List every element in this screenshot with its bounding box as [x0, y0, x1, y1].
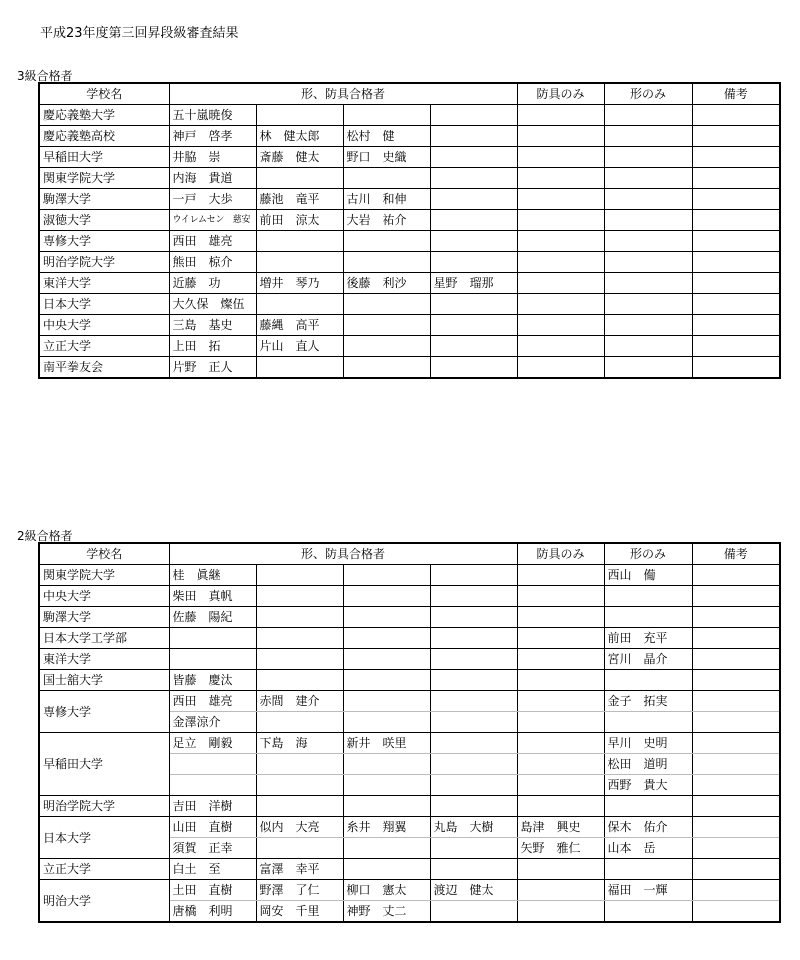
- table-row: [39, 336, 780, 357]
- page-title: 平成23年度第三回昇段級審査結果: [40, 26, 239, 41]
- kata-only-name: [604, 336, 692, 357]
- passer-name: [430, 294, 517, 315]
- passer-name: [430, 168, 517, 189]
- passer-name: 足立 剛毅: [169, 733, 256, 754]
- school-name: 明治大学: [39, 880, 169, 923]
- passer-name: [256, 838, 343, 859]
- kata-only-name: [604, 796, 692, 817]
- passer-name: [430, 607, 517, 628]
- notes-cell: [692, 273, 780, 294]
- passer-name: [343, 168, 430, 189]
- results-table-3kyu: [38, 82, 781, 379]
- notes-cell: [692, 628, 780, 649]
- table-row: [39, 586, 780, 607]
- table-row: [39, 105, 780, 126]
- kata-only-name: 福田 一輝: [604, 880, 692, 901]
- header-kata-only: 形のみ: [604, 543, 692, 565]
- notes-cell: [692, 294, 780, 315]
- table-row: [39, 691, 780, 712]
- passer-name: [343, 336, 430, 357]
- passer-name: 丸島 大樹: [430, 817, 517, 838]
- bogu-only-name: [517, 126, 604, 147]
- passer-name: 西田 雄亮: [169, 691, 256, 712]
- passer-name: [430, 147, 517, 168]
- bogu-only-name: [517, 105, 604, 126]
- passer-name: [256, 607, 343, 628]
- kata-only-name: [604, 147, 692, 168]
- passer-name: 佐藤 陽紀: [169, 607, 256, 628]
- passer-name: 松村 健: [343, 126, 430, 147]
- passer-name: [256, 252, 343, 273]
- kata-only-name: [604, 252, 692, 273]
- kata-only-name: 松田 道明: [604, 754, 692, 775]
- passer-name: [430, 357, 517, 379]
- passer-name: 前田 涼太: [256, 210, 343, 231]
- school-name: 明治学院大学: [39, 252, 169, 273]
- passer-name: 藤縄 高平: [256, 315, 343, 336]
- passer-name: [169, 628, 256, 649]
- passer-name: [256, 796, 343, 817]
- header-kata-bogu: 形、防具合格者: [169, 83, 517, 105]
- passer-name: [430, 252, 517, 273]
- passer-name: [430, 733, 517, 754]
- passer-name: 西田 雄亮: [169, 231, 256, 252]
- kata-only-name: 金子 拓実: [604, 691, 692, 712]
- table-row: [39, 880, 780, 901]
- section-2kyu-heading: 2級合格者: [17, 529, 73, 543]
- passer-name: 柴田 真帆: [169, 586, 256, 607]
- notes-cell: [692, 775, 780, 796]
- school-name: 中央大学: [39, 315, 169, 336]
- passer-name: [343, 586, 430, 607]
- bogu-only-name: [517, 670, 604, 691]
- passer-name: 後藤 利沙: [343, 273, 430, 294]
- kata-only-name: [604, 357, 692, 379]
- passer-name: [343, 607, 430, 628]
- passer-name: 神戸 啓孝: [169, 126, 256, 147]
- notes-cell: [692, 817, 780, 838]
- passer-name: 土田 直樹: [169, 880, 256, 901]
- notes-cell: [692, 336, 780, 357]
- table-row: [39, 147, 780, 168]
- table-row: [39, 168, 780, 189]
- passer-name: 糸井 翔翼: [343, 817, 430, 838]
- school-name: 慶応義塾高校: [39, 126, 169, 147]
- passer-name: [343, 315, 430, 336]
- school-name: 南平拳友会: [39, 357, 169, 379]
- passer-name: [343, 775, 430, 796]
- notes-cell: [692, 565, 780, 586]
- bogu-only-name: [517, 357, 604, 379]
- bogu-only-name: [517, 733, 604, 754]
- header-notes: 備考: [692, 83, 780, 105]
- kata-only-name: 保木 佑介: [604, 817, 692, 838]
- table-row: [39, 315, 780, 336]
- passer-name: [343, 252, 430, 273]
- school-name: 立正大学: [39, 336, 169, 357]
- passer-name: [430, 838, 517, 859]
- passer-name: 新井 咲里: [343, 733, 430, 754]
- kata-only-name: [604, 901, 692, 923]
- table-row: [39, 649, 780, 670]
- notes-cell: [692, 586, 780, 607]
- table-row: [39, 273, 780, 294]
- kata-only-name: [604, 294, 692, 315]
- table-row: [39, 565, 780, 586]
- school-name: 国士舘大学: [39, 670, 169, 691]
- passer-name: 金澤涼介: [169, 712, 256, 733]
- passer-name: [430, 796, 517, 817]
- school-name: 駒澤大学: [39, 189, 169, 210]
- passer-name: [256, 168, 343, 189]
- passer-name: [343, 754, 430, 775]
- passer-name: [430, 565, 517, 586]
- passer-name: 白土 至: [169, 859, 256, 880]
- passer-name: 近藤 功: [169, 273, 256, 294]
- kata-only-name: [604, 105, 692, 126]
- passer-name: 大岩 祐介: [343, 210, 430, 231]
- passer-name: [343, 838, 430, 859]
- bogu-only-name: [517, 859, 604, 880]
- kata-only-name: [604, 273, 692, 294]
- school-name: 早稲田大学: [39, 733, 169, 796]
- passer-name: [343, 357, 430, 379]
- passer-name: [343, 565, 430, 586]
- passer-name: [256, 565, 343, 586]
- notes-cell: [692, 670, 780, 691]
- header-kata-bogu: 形、防具合格者: [169, 543, 517, 565]
- passer-name: 下島 海: [256, 733, 343, 754]
- table-row: [39, 796, 780, 817]
- passer-name: [430, 126, 517, 147]
- bogu-only-name: [517, 231, 604, 252]
- passer-name: 岡安 千里: [256, 901, 343, 923]
- bogu-only-name: [517, 901, 604, 923]
- school-name: 立正大学: [39, 859, 169, 880]
- notes-cell: [692, 838, 780, 859]
- notes-cell: [692, 147, 780, 168]
- kata-only-name: [604, 315, 692, 336]
- passer-name: [430, 210, 517, 231]
- passer-name: 三島 基史: [169, 315, 256, 336]
- passer-name: [256, 586, 343, 607]
- bogu-only-name: [517, 880, 604, 901]
- passer-name: [430, 859, 517, 880]
- kata-only-name: 山本 岳: [604, 838, 692, 859]
- passer-name: [343, 649, 430, 670]
- table-row: [39, 607, 780, 628]
- bogu-only-name: [517, 168, 604, 189]
- results-table-2kyu: [38, 542, 781, 923]
- notes-cell: [692, 712, 780, 733]
- passer-name: [430, 901, 517, 923]
- passer-name: [169, 649, 256, 670]
- passer-name: [256, 649, 343, 670]
- passer-name: 林 健太郎: [256, 126, 343, 147]
- passer-name: ウイレムセン 慈安: [169, 210, 256, 231]
- notes-cell: [692, 231, 780, 252]
- notes-cell: [692, 315, 780, 336]
- passer-name: 内海 貴道: [169, 168, 256, 189]
- kata-only-name: [604, 231, 692, 252]
- bogu-only-name: [517, 691, 604, 712]
- bogu-only-name: [517, 586, 604, 607]
- table-row: [39, 126, 780, 147]
- bogu-only-name: [517, 607, 604, 628]
- passer-name: [343, 691, 430, 712]
- bogu-only-name: [517, 336, 604, 357]
- passer-name: [430, 315, 517, 336]
- kata-only-name: [604, 210, 692, 231]
- bogu-only-name: [517, 315, 604, 336]
- bogu-only-name: [517, 712, 604, 733]
- kata-only-name: [604, 189, 692, 210]
- table-row: [39, 733, 780, 754]
- passer-name: [256, 712, 343, 733]
- notes-cell: [692, 691, 780, 712]
- school-name: 東洋大学: [39, 273, 169, 294]
- passer-name: 上田 拓: [169, 336, 256, 357]
- passer-name: 野口 史織: [343, 147, 430, 168]
- passer-name: 古川 和伸: [343, 189, 430, 210]
- passer-name: [430, 231, 517, 252]
- header-row: [39, 83, 780, 105]
- bogu-only-name: [517, 628, 604, 649]
- header-school: 学校名: [39, 543, 169, 565]
- passer-name: [430, 754, 517, 775]
- kata-only-name: 西野 貴大: [604, 775, 692, 796]
- table-row: [39, 357, 780, 379]
- kata-only-name: [604, 712, 692, 733]
- table-row: [39, 189, 780, 210]
- notes-cell: [692, 880, 780, 901]
- notes-cell: [692, 210, 780, 231]
- bogu-only-name: [517, 754, 604, 775]
- school-name: 日本大学: [39, 294, 169, 315]
- passer-name: [343, 294, 430, 315]
- kata-only-name: 西山 僃: [604, 565, 692, 586]
- passer-name: 似内 大亮: [256, 817, 343, 838]
- passer-name: 桂 眞継: [169, 565, 256, 586]
- passer-name: [256, 105, 343, 126]
- passer-name: [256, 628, 343, 649]
- notes-cell: [692, 607, 780, 628]
- table-row: [39, 817, 780, 838]
- passer-name: [256, 775, 343, 796]
- passer-name: 大久保 燦伍: [169, 294, 256, 315]
- passer-name: 熊田 椋介: [169, 252, 256, 273]
- passer-name: [430, 189, 517, 210]
- header-kata-only: 形のみ: [604, 83, 692, 105]
- notes-cell: [692, 754, 780, 775]
- table-row: [39, 670, 780, 691]
- passer-name: [430, 712, 517, 733]
- header-school: 学校名: [39, 83, 169, 105]
- header-bogu-only: 防具のみ: [517, 83, 604, 105]
- passer-name: 片山 直人: [256, 336, 343, 357]
- notes-cell: [692, 901, 780, 923]
- notes-cell: [692, 796, 780, 817]
- school-name: 明治学院大学: [39, 796, 169, 817]
- notes-cell: [692, 649, 780, 670]
- bogu-only-name: [517, 565, 604, 586]
- passer-name: 五十嵐暁俊: [169, 105, 256, 126]
- passer-name: [430, 670, 517, 691]
- bogu-only-name: [517, 294, 604, 315]
- school-name: 日本大学: [39, 817, 169, 859]
- school-name: 中央大学: [39, 586, 169, 607]
- passer-name: 藤池 竜平: [256, 189, 343, 210]
- notes-cell: [692, 357, 780, 379]
- school-name: 専修大学: [39, 231, 169, 252]
- bogu-only-name: [517, 252, 604, 273]
- passer-name: 渡辺 健太: [430, 880, 517, 901]
- passer-name: [430, 105, 517, 126]
- kata-only-name: [604, 168, 692, 189]
- passer-name: [256, 357, 343, 379]
- passer-name: 吉田 洋樹: [169, 796, 256, 817]
- passer-name: [430, 628, 517, 649]
- bogu-only-name: [517, 210, 604, 231]
- bogu-only-name: [517, 796, 604, 817]
- table-row: [39, 231, 780, 252]
- bogu-only-name: [517, 775, 604, 796]
- passer-name: [343, 859, 430, 880]
- passer-name: [343, 712, 430, 733]
- bogu-only-name: [517, 189, 604, 210]
- passer-name: 唐橋 利明: [169, 901, 256, 923]
- kata-only-name: [604, 859, 692, 880]
- passer-name: [169, 754, 256, 775]
- table-row: [39, 628, 780, 649]
- notes-cell: [692, 168, 780, 189]
- passer-name: 山田 直樹: [169, 817, 256, 838]
- notes-cell: [692, 859, 780, 880]
- passer-name: 赤間 建介: [256, 691, 343, 712]
- school-name: 専修大学: [39, 691, 169, 733]
- passer-name: 須賀 正幸: [169, 838, 256, 859]
- section-3kyu-heading: 3級合格者: [17, 69, 73, 83]
- header-bogu-only: 防具のみ: [517, 543, 604, 565]
- passer-name: [256, 231, 343, 252]
- passer-name: 片野 正人: [169, 357, 256, 379]
- header-row: [39, 543, 780, 565]
- passer-name: 一戸 大歩: [169, 189, 256, 210]
- school-name: 日本大学工学部: [39, 628, 169, 649]
- school-name: 淑徳大学: [39, 210, 169, 231]
- kata-only-name: 早川 史明: [604, 733, 692, 754]
- kata-only-name: [604, 126, 692, 147]
- bogu-only-name: 矢野 雅仁: [517, 838, 604, 859]
- passer-name: [430, 649, 517, 670]
- passer-name: [430, 691, 517, 712]
- passer-name: [343, 670, 430, 691]
- passer-name: 野澤 了仁: [256, 880, 343, 901]
- notes-cell: [692, 126, 780, 147]
- kata-only-name: [604, 670, 692, 691]
- table-row: [39, 859, 780, 880]
- passer-name: [343, 231, 430, 252]
- passer-name: [343, 796, 430, 817]
- passer-name: 星野 瑠那: [430, 273, 517, 294]
- kata-only-name: 宮川 晶介: [604, 649, 692, 670]
- notes-cell: [692, 105, 780, 126]
- kata-only-name: [604, 607, 692, 628]
- passer-name: [169, 775, 256, 796]
- passer-name: [256, 754, 343, 775]
- school-name: 駒澤大学: [39, 607, 169, 628]
- passer-name: [256, 294, 343, 315]
- passer-name: 皆藤 慶汰: [169, 670, 256, 691]
- bogu-only-name: [517, 649, 604, 670]
- passer-name: [256, 670, 343, 691]
- header-notes: 備考: [692, 543, 780, 565]
- passer-name: 斎藤 健太: [256, 147, 343, 168]
- bogu-only-name: [517, 273, 604, 294]
- notes-cell: [692, 733, 780, 754]
- passer-name: [430, 336, 517, 357]
- school-name: 関東学院大学: [39, 565, 169, 586]
- school-name: 早稲田大学: [39, 147, 169, 168]
- passer-name: [430, 586, 517, 607]
- passer-name: [343, 628, 430, 649]
- passer-name: 井脇 崇: [169, 147, 256, 168]
- passer-name: [430, 775, 517, 796]
- bogu-only-name: 島津 興史: [517, 817, 604, 838]
- school-name: 関東学院大学: [39, 168, 169, 189]
- notes-cell: [692, 252, 780, 273]
- passer-name: 神野 丈二: [343, 901, 430, 923]
- table-row: [39, 294, 780, 315]
- school-name: 東洋大学: [39, 649, 169, 670]
- table-row: [39, 210, 780, 231]
- passer-name: 柳口 憲太: [343, 880, 430, 901]
- kata-only-name: 前田 充平: [604, 628, 692, 649]
- bogu-only-name: [517, 147, 604, 168]
- table-row: [39, 252, 780, 273]
- passer-name: [343, 105, 430, 126]
- passer-name: 富澤 幸平: [256, 859, 343, 880]
- school-name: 慶応義塾大学: [39, 105, 169, 126]
- notes-cell: [692, 189, 780, 210]
- kata-only-name: [604, 586, 692, 607]
- passer-name: 増井 琴乃: [256, 273, 343, 294]
